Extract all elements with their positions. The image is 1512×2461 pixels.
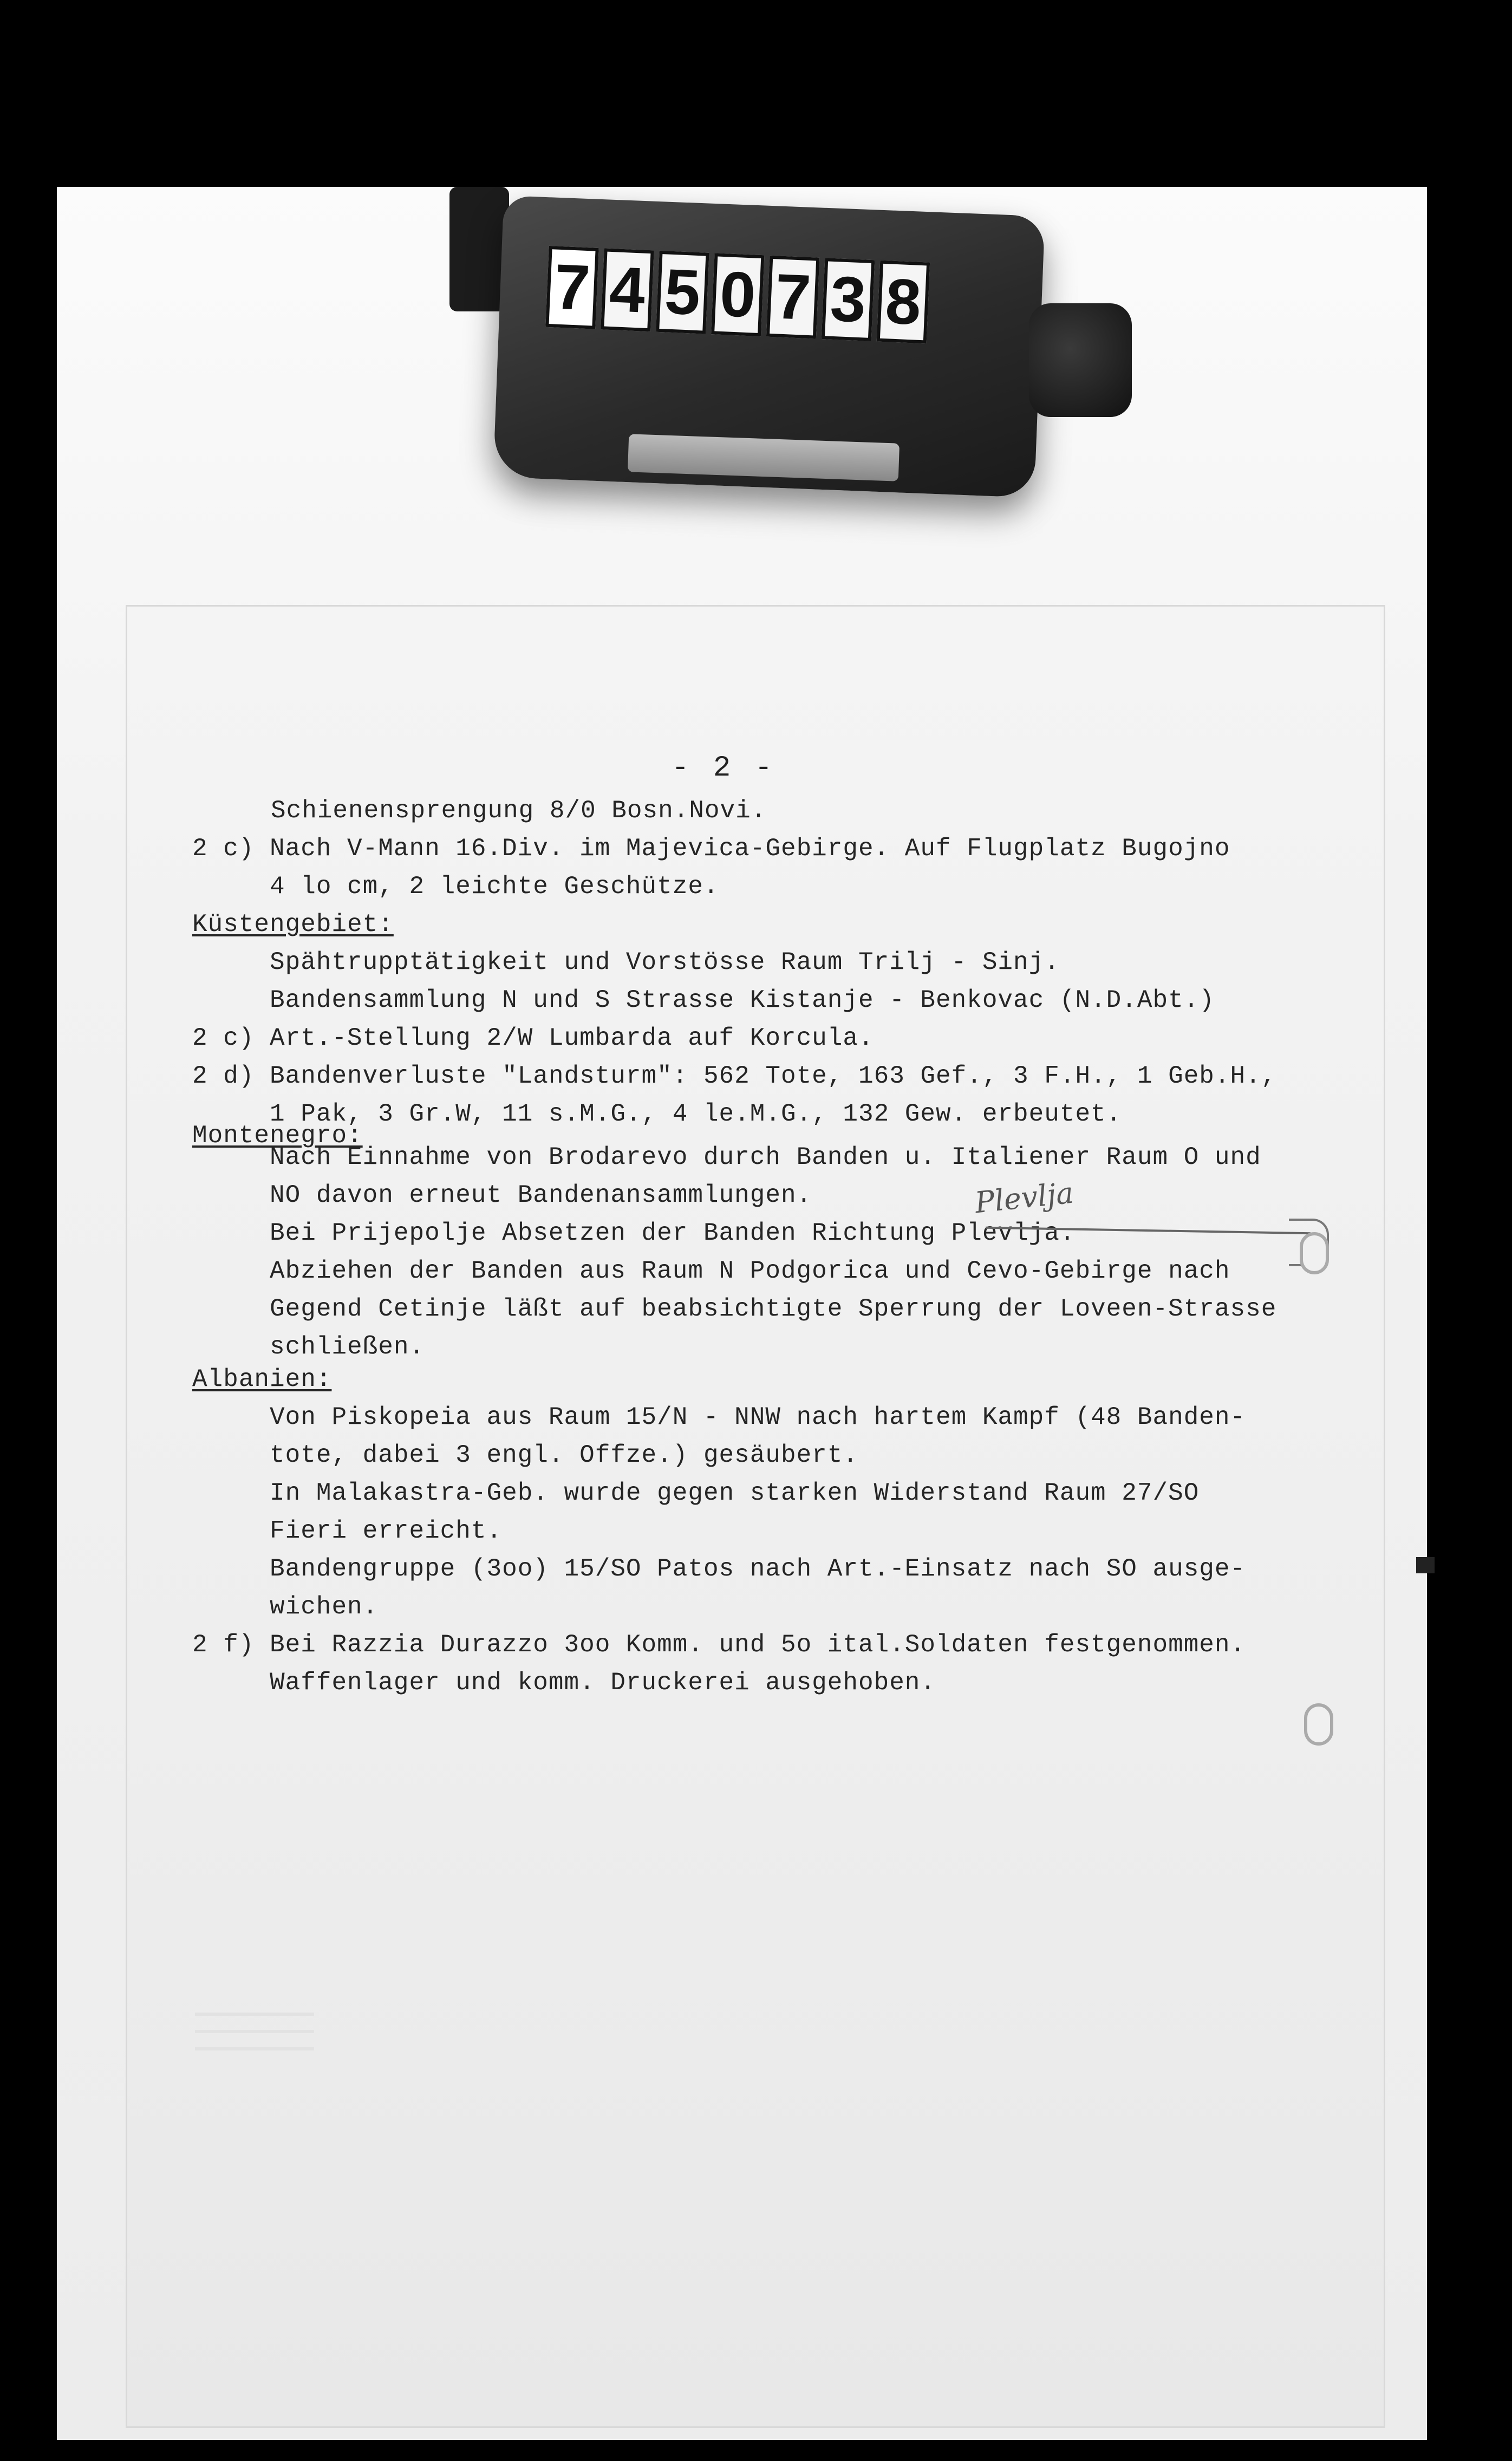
text-line: 1 Pak, 3 Gr.W, 11 s.M.G., 4 le.M.G., 132 Gew. erbeutet. (192, 1100, 1122, 1128)
page-number: - 2 - (672, 752, 776, 785)
text-line: Waffenlager und komm. Druckerei ausgehoben. (192, 1669, 936, 1697)
text-line: Bandensammlung N und S Strasse Kistanje - Benkovac (N.D.Abt.) (192, 986, 1215, 1014)
text-line: Bandengruppe (3oo) 15/SO Patos nach Art.-Einsatz nach SO ausge- (192, 1555, 1246, 1583)
text-line: Gegend Cetinje läßt auf beabsichtigte Sperrung der Loveen-Strasse (192, 1295, 1277, 1323)
text-line: Abziehen der Banden aus Raum N Podgorica und Cevo-Gebirge nach (192, 1257, 1230, 1285)
text-line: wichen. (192, 1593, 379, 1621)
counter-digit: 4 (601, 248, 654, 331)
punch-hole (1300, 1232, 1329, 1274)
counter-digit: 3 (822, 258, 875, 341)
text-line: Bei Prijepolje Absetzen der Banden Richtung Plevlja. (192, 1219, 1076, 1247)
section-heading: Albanien: (192, 1365, 332, 1394)
text-line: Schienensprengung 8/0 Bosn.Novi. (271, 797, 767, 825)
text-line: schließen. (192, 1333, 425, 1361)
text-line: Nach Einnahme von Brodarevo durch Banden u. Italiener Raum O und (192, 1143, 1261, 1171)
handwritten-annotation: Plevlja (973, 1175, 1076, 1220)
punch-hole (1304, 1703, 1333, 1746)
counter-digits (545, 246, 949, 350)
section-heading: Montenegro: (192, 1122, 363, 1150)
section-heading: Küstengebiet: (192, 910, 394, 939)
counter-digit: 8 (877, 261, 930, 344)
counter-digit: 0 (711, 253, 764, 336)
text-line: 2 c) Nach V-Mann 16.Div. im Majevica-Gebirge. Auf Flugplatz Bugojno (192, 835, 1230, 863)
text-line: Fieri erreicht. (192, 1517, 503, 1545)
counter-digit: 7 (766, 256, 819, 339)
text-line: 2 f) Bei Razzia Durazzo 3oo Komm. und 5o ital.Soldaten festgenommen. (192, 1631, 1246, 1659)
edge-mark (1416, 1557, 1435, 1573)
text-line: NO davon erneut Bandenansammlungen. (192, 1181, 812, 1209)
text-line: In Malakastra-Geb. wurde gegen starken Widerstand Raum 27/SO (192, 1479, 1200, 1507)
counter-digit: 7 (545, 246, 598, 329)
text-line: Spähtrupptätigkeit und Vorstösse Raum Trilj - Sinj. (192, 948, 1060, 976)
faded-bleedthrough-text (195, 1998, 314, 2063)
text-line: Von Piskopeia aus Raum 15/N - NNW nach hartem Kampf (48 Banden- (192, 1403, 1246, 1431)
text-line: 4 lo cm, 2 leichte Geschütze. (192, 873, 719, 901)
counter-digit: 5 (656, 251, 709, 334)
counter-knob (1029, 303, 1132, 417)
text-line: tote, dabei 3 engl. Offze.) gesäubert. (192, 1441, 858, 1469)
text-line: 2 c) Art.-Stellung 2/W Lumbarda auf Korcula. (192, 1024, 874, 1052)
text-line: 2 d) Bandenverluste "Landsturm": 562 Tote, 163 Gef., 3 F.H., 1 Geb.H., (192, 1062, 1277, 1090)
